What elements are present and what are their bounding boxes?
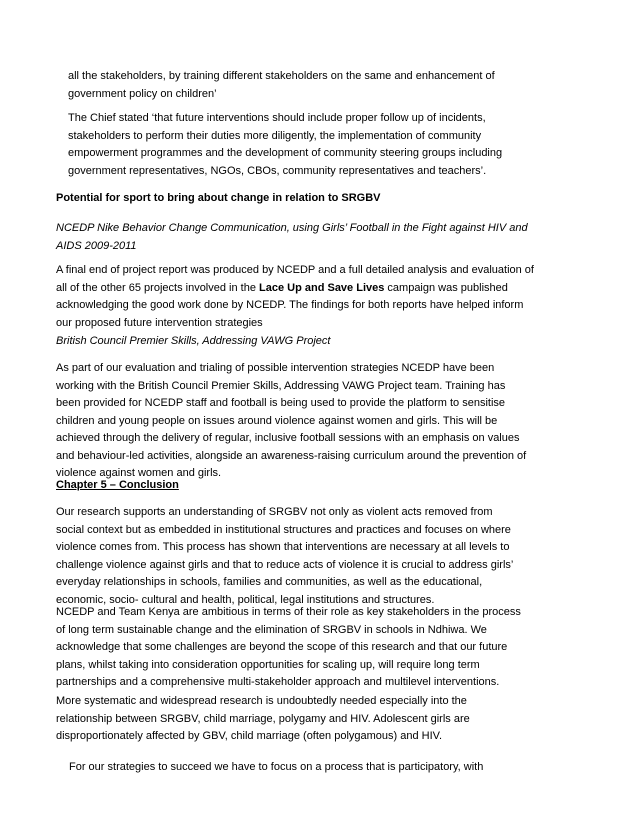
heading-text: Chapter 5 – Conclusion bbox=[56, 479, 179, 491]
text-line: violence comes from. This process has shown that interventions are necessary at all levels to bbox=[56, 541, 510, 553]
text-line: A final end of project report was produced by NCEDP and a full detailed analysis and evaluation of bbox=[56, 264, 534, 276]
text-line: For our strategies to succeed we have to focus on a process that is participatory, with bbox=[69, 761, 484, 773]
text-line: children and young people on issues around violence against women and girls. This will be bbox=[56, 414, 498, 427]
text-line: stakeholders to perform their duties more diligently, the implementation of community bbox=[68, 129, 482, 142]
text-line: AIDS 2009-2011 bbox=[56, 239, 137, 252]
text-line: acknowledge that some challenges are beyond the scope of this research and that our future bbox=[56, 641, 508, 653]
text-line: social context but as embedded in institutional structures and practices and focuses on where bbox=[56, 523, 511, 536]
conclusion-paragraph-1 bbox=[56, 504, 513, 609]
text-line: partnerships and a comprehensive multi-stakeholder approach and multilevel interventions. bbox=[56, 676, 500, 688]
text-line: been provided for NCEDP staff and football is being used to provide the platform to sensitise bbox=[56, 397, 506, 409]
conclusion-paragraph-4 bbox=[69, 759, 483, 777]
text-run: campaign was published bbox=[384, 281, 508, 294]
text-line: violence against women and girls. bbox=[56, 467, 222, 479]
text-line: working with the British Council Premier Skills, Addressing VAWG Project team. Training has bbox=[56, 379, 506, 392]
text-line: British Council Premier Skills, Addressing VAWG Project bbox=[56, 335, 331, 347]
text-line: The Chief stated ‘that future interventions should include proper follow up of incidents, bbox=[68, 112, 486, 124]
text-line: plans, whilst taking into consideration opportunities for scaling up, will require long term bbox=[56, 658, 480, 671]
text-line: all the stakeholders, by training different stakeholders on the same and enhancement of bbox=[68, 70, 495, 82]
text-line: and behaviour-led activities, alongside an awareness-raising curriculum around the prevention of bbox=[56, 449, 527, 462]
conclusion-paragraph-3 bbox=[56, 693, 470, 746]
text-line: disproportionately affected by GBV, child marriage (often polygamous) and HIV. bbox=[56, 730, 443, 742]
text-line: NCEDP Nike Behavior Change Communication, using Girls’ Football in the Fight against HIV and bbox=[56, 222, 528, 234]
quote-paragraph-1 bbox=[68, 68, 495, 103]
text-run: all of the other 65 projects involved in the bbox=[56, 281, 260, 294]
report-paragraph bbox=[56, 262, 534, 332]
text-line: our proposed future intervention strategies bbox=[56, 316, 263, 329]
text-line: challenge violence against girls and that to reduce acts of violence it is crucial to address girls’ bbox=[56, 558, 514, 571]
text-line: everyday relationships in schools, families and communities, as well as the educational, bbox=[56, 576, 483, 588]
text-line bbox=[56, 280, 534, 298]
text-line: NCEDP and Team Kenya are ambitious in terms of their role as key stakeholders in the process bbox=[56, 606, 521, 618]
text-line: Our research supports an understanding of SRGBV not only as violent acts removed from bbox=[56, 506, 493, 518]
section-heading-sport bbox=[56, 190, 381, 208]
text-line: government policy on children’ bbox=[68, 87, 217, 100]
heading-text: Potential for sport to bring about change in relation to SRGBV bbox=[56, 192, 381, 204]
british-council-paragraph bbox=[56, 360, 526, 483]
quote-paragraph-2 bbox=[68, 110, 502, 180]
text-line: As part of our evaluation and trialing of possible intervention strategies NCEDP have been bbox=[56, 362, 495, 374]
campaign-name: Lace Up and Save Lives bbox=[259, 281, 385, 294]
text-line: More systematic and widespread research is undoubtedly needed especially into the bbox=[56, 695, 467, 707]
text-line: government representatives, NGOs, CBOs, community representatives and teachers’. bbox=[68, 164, 487, 177]
project-title-ncedp-nike bbox=[56, 220, 528, 255]
text-line: economic, socio- cultural and health, political, legal institutions and structures. bbox=[56, 593, 435, 606]
chapter-heading bbox=[56, 477, 179, 495]
text-line: empowerment programmes and the development of community steering groups including bbox=[68, 147, 503, 159]
text-line: of long term sustainable change and the elimination of SRGBV in schools in Ndhiwa. We bbox=[56, 623, 487, 636]
text-line: acknowledging the good work done by NCEDP. The findings for both reports have helped inform bbox=[56, 299, 524, 311]
conclusion-paragraph-2 bbox=[56, 604, 521, 692]
text-line: relationship between SRGBV, child marriage, polygamy and HIV. Adolescent girls are bbox=[56, 712, 470, 725]
project-title-british-council bbox=[56, 333, 330, 351]
text-line: achieved through the delivery of regular, inclusive football sessions with an emphasis on values bbox=[56, 432, 520, 444]
